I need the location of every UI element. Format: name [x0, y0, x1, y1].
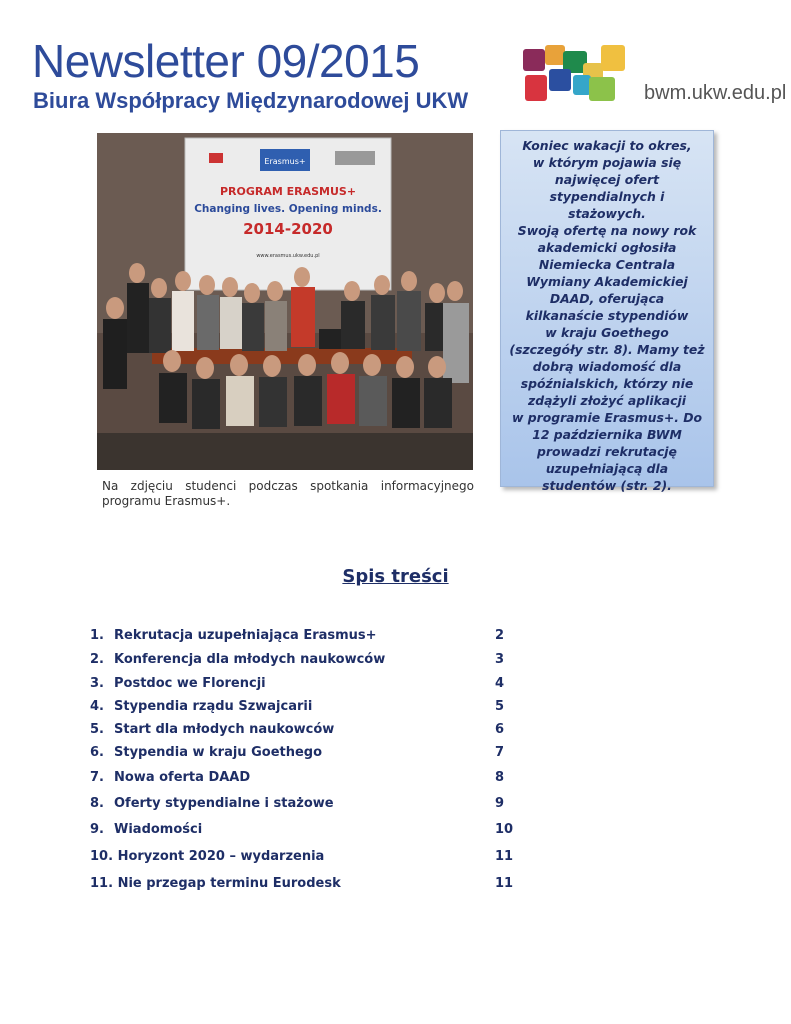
toc-item-page: 9 — [495, 796, 505, 811]
toc-item-label: Rekrutacja uzupełniająca Erasmus+ — [114, 628, 377, 643]
toc-item[interactable] — [90, 770, 520, 790]
toc-item-number: 8. — [90, 796, 104, 811]
callout-line: kilkanaście stypendiów — [525, 308, 689, 323]
toc-item[interactable] — [90, 822, 520, 842]
callout-line: spóźnialskich, którzy nie — [520, 376, 694, 391]
toc-item-label: Nowa oferta DAAD — [114, 770, 251, 785]
callout-line: Swoją ofertę na nowy rok — [517, 223, 697, 238]
callout-line: akademicki ogłosiła — [537, 240, 677, 255]
toc-item-number: 1. — [90, 628, 104, 643]
toc-item-label-text: Nie przegap terminu Eurodesk — [117, 876, 341, 891]
toc-item-label: Wiadomości — [114, 822, 203, 837]
callout-line: dobrą wiadomość dla — [532, 359, 682, 374]
toc-item-label: Postdoc we Florencji — [114, 676, 266, 691]
screen-url: www.erasmus.ukw.edu.pl — [256, 253, 320, 259]
screen-slogan: Changing lives. Opening minds. — [194, 203, 382, 215]
toc-item-page: 11 — [495, 876, 514, 891]
toc-item-page: 10 — [495, 822, 514, 837]
callout-line: w programie Erasmus+. Do — [511, 410, 703, 425]
toc-item-page: 11 — [495, 849, 514, 864]
photo-caption: Na zdjęciu studenci podczas spotkania informacyjnego programu Erasmus+. — [102, 479, 474, 508]
callout-line: najwięcej ofert — [554, 172, 660, 187]
toc-item-number-inline: 11. — [90, 876, 114, 891]
toc-item-number: 6. — [90, 745, 104, 760]
callout-line: (szczegóły str. 8). Mamy też — [509, 342, 705, 357]
toc-item[interactable] — [90, 628, 520, 648]
screen-years: 2014-2020 — [243, 220, 333, 238]
toc-item[interactable] — [90, 876, 520, 896]
callout-line: Wymiany Akademickiej — [526, 274, 688, 289]
callout-line: zdążyli złożyć aplikacji — [527, 393, 687, 408]
toc-item-number: 3. — [90, 676, 104, 691]
logo-url-text: bwm.ukw.edu.pl — [644, 82, 787, 104]
toc-item-label: Stypendia rządu Szwajcarii — [114, 699, 313, 714]
callout-line: prowadzi rekrutację — [537, 444, 677, 459]
toc-item-page: 8 — [495, 770, 505, 785]
toc-item-label: Stypendia w kraju Goethego — [114, 745, 323, 760]
toc-item[interactable] — [90, 699, 520, 719]
toc-item-label — [90, 849, 324, 864]
toc-item-label-text: Horyzont 2020 – wydarzenia — [117, 849, 325, 864]
toc-item-number: 4. — [90, 699, 104, 714]
toc-item-label: Start dla młodych naukowców — [114, 722, 335, 737]
toc-item-page: 5 — [495, 699, 505, 714]
toc-item[interactable] — [90, 796, 520, 816]
toc-item[interactable] — [90, 676, 520, 696]
callout-line: 12 października BWM — [532, 427, 682, 442]
toc-item-page: 7 — [495, 745, 505, 760]
toc-item-label: Oferty stypendialne i stażowe — [114, 796, 334, 811]
intro-callout-box — [500, 130, 714, 493]
toc-item[interactable] — [90, 722, 520, 742]
toc-item[interactable] — [90, 849, 520, 869]
bwm-logo — [523, 45, 633, 107]
screen-erasmus-logo: Erasmus+ — [264, 157, 306, 166]
newsletter-subtitle: Biura Współpracy Międzynarodowej UKW — [33, 88, 469, 113]
toc-item-label — [90, 876, 341, 891]
callout-line: uzupełniającą dla — [545, 461, 669, 476]
toc-item[interactable] — [90, 652, 520, 672]
toc-item-page: 2 — [495, 628, 505, 643]
toc-heading: Spis treści — [342, 566, 449, 587]
callout-line: Niemiecka Centrala — [538, 257, 676, 272]
newsletter-title: Newsletter 09/2015 — [32, 35, 420, 87]
toc-item[interactable] — [90, 745, 520, 765]
callout-line: DAAD, oferująca — [549, 291, 665, 306]
toc-item-number: 5. — [90, 722, 104, 737]
toc-item-number: 9. — [90, 822, 104, 837]
callout-line: w kraju Goethego — [545, 325, 669, 340]
screen-program-title: PROGRAM ERASMUS+ — [219, 185, 357, 198]
callout-line: stypendialnych i stażowych. — [549, 189, 665, 221]
erasmus-group-photo — [97, 133, 473, 470]
toc-item-number: 2. — [90, 652, 104, 667]
toc-item-page: 3 — [495, 652, 505, 667]
toc-item-number-inline: 10. — [90, 849, 114, 864]
toc-item-page: 6 — [495, 722, 505, 737]
toc-item-label: Konferencja dla młodych naukowców — [114, 652, 386, 667]
toc-item-page: 4 — [495, 676, 505, 691]
callout-line: Koniec wakacji to okres, — [522, 138, 692, 153]
callout-line: w którym pojawia się — [532, 155, 682, 170]
toc-item-number: 7. — [90, 770, 104, 785]
callout-line: studentów (str. 2). — [542, 478, 672, 493]
